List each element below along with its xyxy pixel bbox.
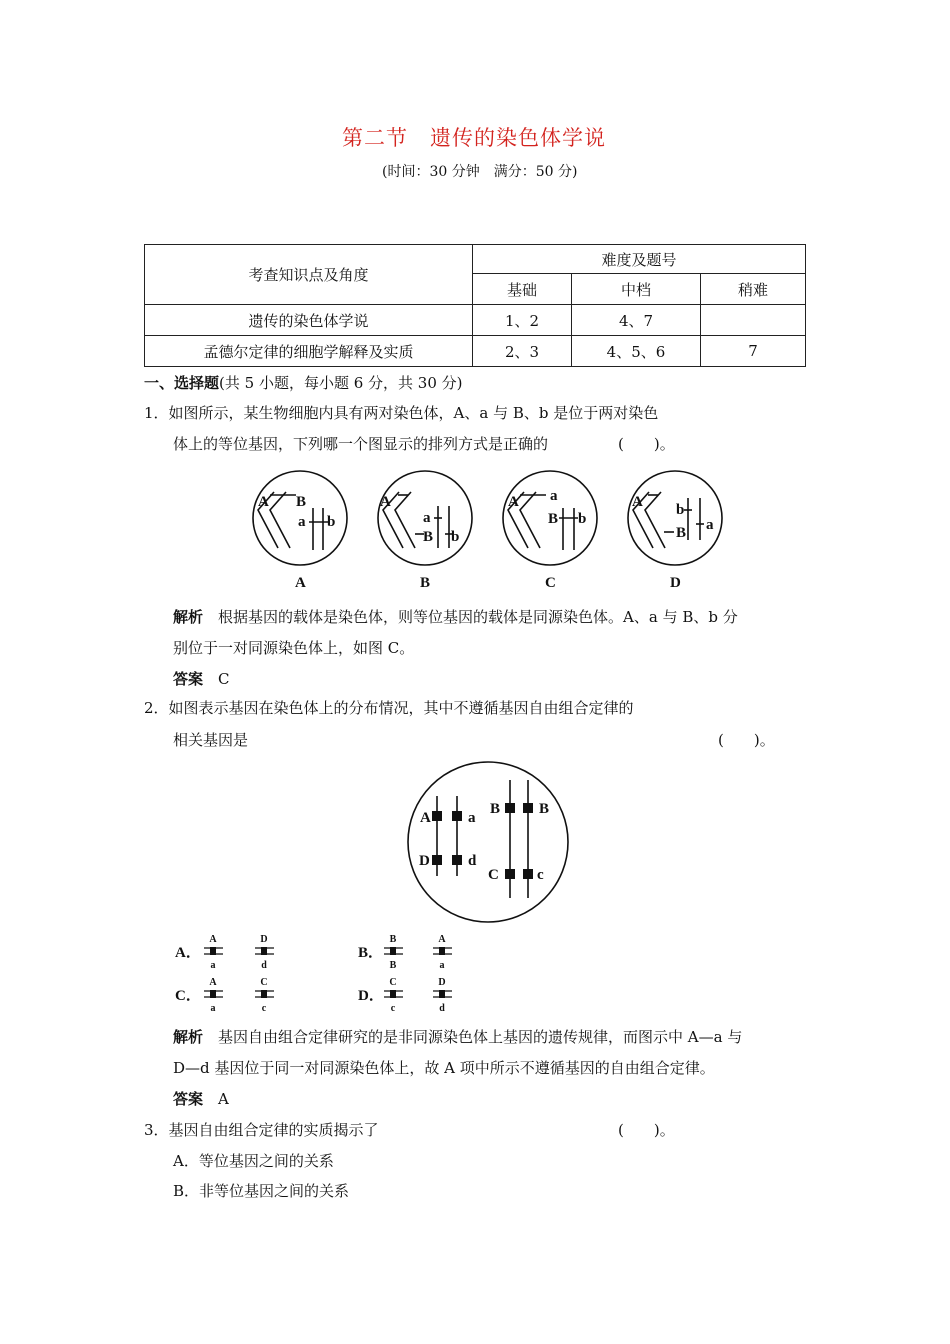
svg-text:d: d xyxy=(261,960,267,971)
gene-label: B xyxy=(423,529,434,545)
q2-answer-paren: ( )。 xyxy=(718,731,775,749)
q2-analysis-line2: D—d 基因位于同一对同源染色体上，故 A 项中所示不遵循基因的自由组合定律。 xyxy=(173,1059,715,1077)
figure-label-d: D xyxy=(670,575,681,591)
gene-label: b xyxy=(578,511,587,527)
svg-text:D: D xyxy=(438,977,446,988)
figure-label-b: B xyxy=(420,575,431,591)
gene-label: B xyxy=(539,801,550,817)
option-label: D． xyxy=(358,988,384,1004)
q3-stem: 3．基因自由组合定律的实质揭示了 xyxy=(144,1121,379,1139)
figure-label-c: C xyxy=(545,575,556,591)
gene-label: A xyxy=(420,810,431,826)
q1-stem-line2: 体上的等位基因，下列哪一个图显示的排列方式是正确的 xyxy=(173,435,549,453)
section-heading: 一、选择题(共 5 小题，每小题 6 分，共 30 分) xyxy=(144,374,463,392)
svg-text:B: B xyxy=(389,960,397,971)
q1-stem-line1: 1．如图所示，某生物细胞内具有两对染色体，A、a 与 B、b 是位于两对染色 xyxy=(144,404,659,422)
svg-text:c: c xyxy=(390,1003,396,1014)
gene-locus xyxy=(452,855,462,865)
cell-circle xyxy=(408,762,568,922)
gene-label: b xyxy=(327,514,336,530)
q2-options xyxy=(170,930,470,1020)
q1-analysis-line1: 解析 根据基因的载体是染色体，则等位基因的载体是同源染色体。A、a 与 B、b 分 xyxy=(173,608,738,626)
q1-analysis-line2: 别位于一对同源染色体上，如图 C。 xyxy=(173,639,415,657)
option-label: A． xyxy=(175,945,201,961)
q3-answer-paren: ( )。 xyxy=(618,1121,675,1139)
q2-analysis-line1: 解析 基因自由组合定律研究的是非同源染色体上基因的遗传规律，而图示中 A—a 与 xyxy=(173,1028,743,1046)
table-row: 孟德尔定律的细胞学解释及实质 2、3 4、5、6 7 xyxy=(145,336,806,367)
figure-label-a: A xyxy=(295,575,306,591)
gene-label: a xyxy=(468,810,476,826)
gene-label: a xyxy=(298,514,306,530)
gene-locus xyxy=(505,869,515,879)
gene-label: a xyxy=(550,488,558,504)
q2-stem-line1: 2．如图表示基因在染色体上的分布情况，其中不遵循基因自由组合定律的 xyxy=(144,699,634,717)
gene-label: a xyxy=(706,517,714,533)
gene-label: A xyxy=(632,494,643,510)
gene-label: D xyxy=(419,853,430,869)
gene-label: A xyxy=(508,494,519,510)
svg-text:A: A xyxy=(209,977,217,988)
gene-label: B xyxy=(296,494,307,510)
page-subtitle: (时间：30 分钟 满分：50 分) xyxy=(382,164,578,180)
gene-label: B xyxy=(490,801,501,817)
gene-locus xyxy=(505,803,515,813)
table-header-topic: 考查知识点及角度 xyxy=(145,245,473,305)
gene-label: b xyxy=(451,529,460,545)
option-label: C． xyxy=(175,988,201,1004)
gene-label: b xyxy=(676,502,685,518)
svg-text:A: A xyxy=(438,934,446,945)
table-header-hard: 稍难 xyxy=(701,274,806,305)
table-header-medium: 中档 xyxy=(572,274,701,305)
q1-answer-paren: ( )。 xyxy=(618,435,675,453)
svg-text:C: C xyxy=(389,977,397,988)
gene-locus xyxy=(432,811,442,821)
option-label: B． xyxy=(358,945,384,961)
gene-label: a xyxy=(423,510,431,526)
q2-stem-line2: 相关基因是 xyxy=(173,731,249,749)
table-row: 遗传的染色体学说 1、2 4、7 xyxy=(145,305,806,336)
q3-option-a: A．等位基因之间的关系 xyxy=(173,1152,334,1170)
gene-locus xyxy=(523,869,533,879)
q1-figure xyxy=(240,462,740,592)
svg-text:B: B xyxy=(389,934,397,945)
gene-label: c xyxy=(537,867,544,883)
gene-label: A xyxy=(258,494,269,510)
gene-label: B xyxy=(548,511,559,527)
q2-figure xyxy=(400,758,580,928)
svg-text:d: d xyxy=(439,1003,445,1014)
table-header-basic: 基础 xyxy=(473,274,572,305)
gene-locus xyxy=(452,811,462,821)
gene-locus xyxy=(432,855,442,865)
svg-text:a: a xyxy=(210,960,216,971)
q3-option-b: B．非等位基因之间的关系 xyxy=(173,1182,350,1200)
svg-text:c: c xyxy=(261,1003,267,1014)
q1-answer: 答案 C xyxy=(173,670,230,688)
svg-text:C: C xyxy=(260,977,268,988)
knowledge-table xyxy=(144,244,806,367)
svg-text:D: D xyxy=(260,934,268,945)
q2-answer: 答案 A xyxy=(173,1090,229,1108)
page-title: 第二节 遗传的染色体学说 xyxy=(342,126,606,150)
svg-text:a: a xyxy=(439,960,445,971)
table-header-difficulty: 难度及题号 xyxy=(473,245,806,274)
gene-locus xyxy=(523,803,533,813)
gene-label: A xyxy=(380,494,391,510)
svg-text:a: a xyxy=(210,1003,216,1014)
gene-label: B xyxy=(676,525,687,541)
gene-label: d xyxy=(468,853,477,869)
gene-label: C xyxy=(488,867,499,883)
svg-text:A: A xyxy=(209,934,217,945)
